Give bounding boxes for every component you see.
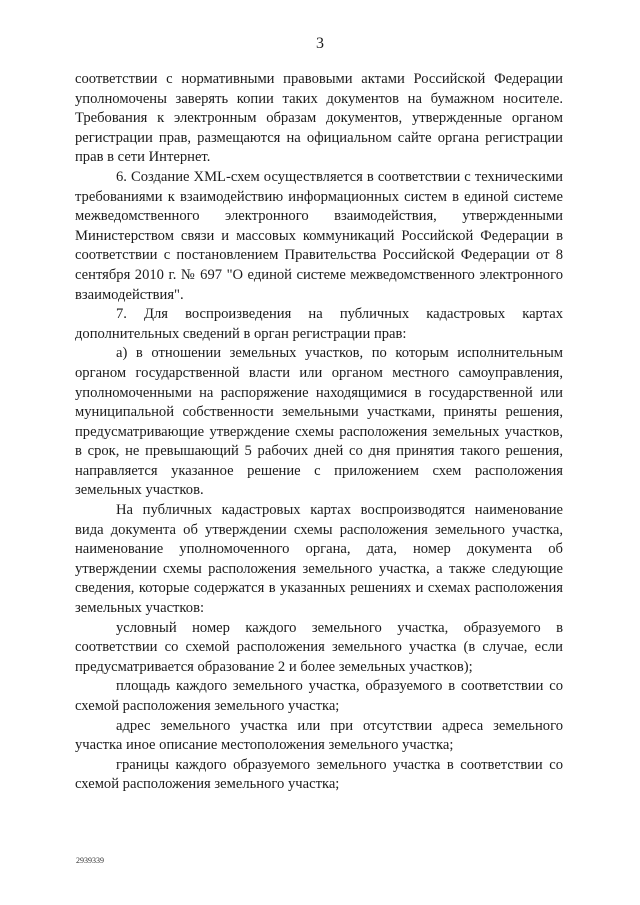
paragraph-subitem-a: а) в отношении земельных участков, по которым исполнительным органом государственной власти или органом местного самоуправления, уполномоченными на распоряжение находящимися в государственной или муниципальной собственности земельными участками, приняты решения, предусматривающие утверждение схемы расположения земельных участков, в срок, не превышающий 5 рабочих дней со дня принятия такого решения, направляется указанное решение с приложением схем расположения земельных участков. [75, 345, 563, 499]
document-body [75, 70, 563, 795]
document-code: 2939339 [76, 856, 104, 865]
paragraph-item-7: 7. Для воспроизведения на публичных кадастровых картах дополнительных сведений в орган регистрации прав: [75, 306, 563, 342]
paragraph-public-maps: На публичных кадастровых картах воспроизводятся наименование вида документа об утверждении схемы расположения земельного участка, наименование уполномоченного органа, дата, номер документа об утверждении схемы расположения земельного участка, а также следующие сведения, которые содержатся в указанных решениях и схемах расположения земельных участков: [75, 502, 563, 617]
list-item-boundaries: границы каждого образуемого земельного участка в соответствии со схемой расположения земельного участка; [75, 756, 563, 793]
paragraph-item-6: 6. Создание XML-схем осуществляется в соответствии с техническими требованиями к взаимодействию информационных систем в единой системе межведомственного электронного взаимодействия, утвержденными Министерством связи и массовых коммуникаций Российской Федерации в соответствии с постановлением Правительства Российской Федерации от 8 сентября 2010 г. № 697 "О единой системе межведомственного электронного взаимодействия". [75, 168, 563, 303]
paragraph-continuation: соответствии с нормативными правовыми актами Российской Федерации уполномочены заверять копии таких документов на бумажном носителе. Требования к электронным образам документов, утвержденные органом регистрации прав, размещаются на официальном сайте органа регистрации прав в сети Интернет. [75, 71, 563, 166]
list-item-address: адрес земельного участка или при отсутствии адреса земельного участка иное описание местоположения земельного участка; [75, 717, 563, 754]
list-item-area: площадь каждого земельного участка, образуемого в соответствии со схемой расположения земельного участка; [75, 678, 563, 714]
page-number: 3 [316, 35, 324, 52]
list-item-conditional-number: условный номер каждого земельного участка, образуемого в соответствии со схемой расположения земельного участка (в случае, если предусматривается образование 2 и более земельных участков); [75, 619, 563, 675]
